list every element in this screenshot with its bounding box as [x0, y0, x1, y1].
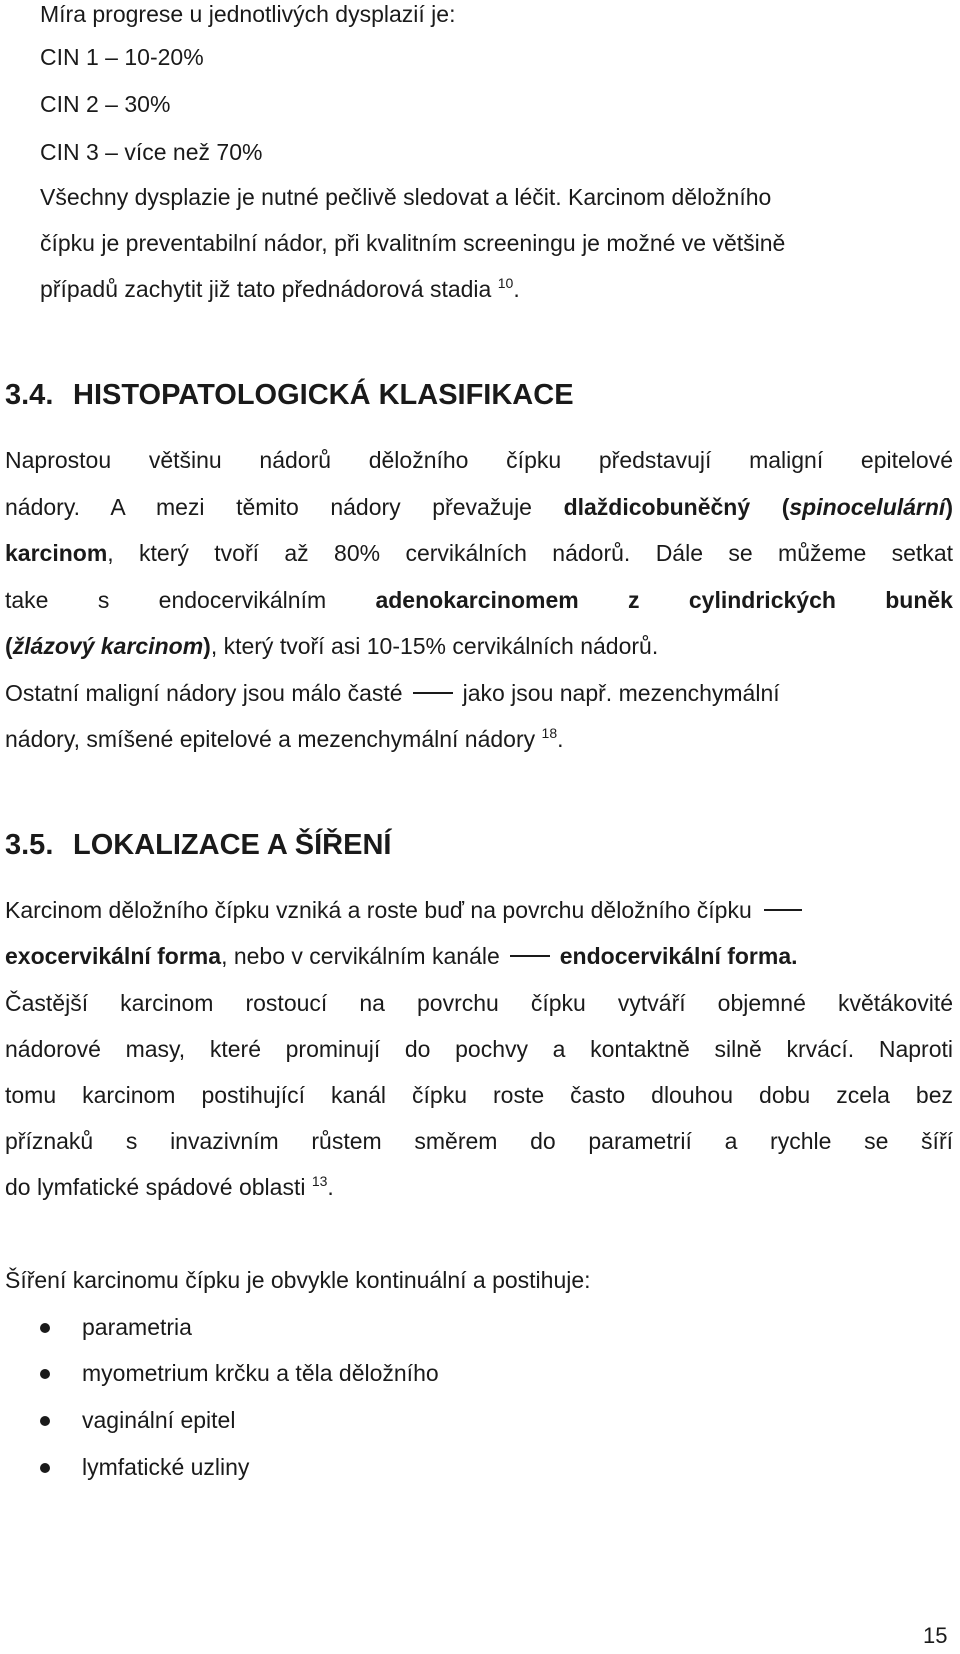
bullet-icon	[40, 1416, 50, 1426]
cin1-rate: CIN 1 – 10-20%	[40, 44, 204, 70]
reference-18: 18	[541, 725, 558, 741]
histopathology-line: nádory, smíšené epitelové a mezenchymální nádory $^{18}$.	[5, 725, 564, 752]
section-heading-localization	[5, 828, 391, 862]
histopathology-line: Ostatní maligní nádory jsou málo časté jako jsou např. mezenchymální	[5, 680, 780, 706]
list-item: vaginální epitel	[82, 1407, 236, 1433]
intro-paragraph-line: Všechny dysplazie je nutné pečlivě sledovat a léčit. Karcinom děložního	[40, 184, 772, 210]
histopathology-line: karcinom, který tvoří až 80% cervikálních nádorů. Dále se můžeme setkat	[5, 540, 953, 566]
page-number: 15	[923, 1623, 948, 1648]
cin3-rate: CIN 3 – více než 70%	[40, 139, 263, 165]
localization-line: Karcinom děložního čípku vzniká a roste buď na povrchu děložního čípku	[5, 896, 802, 924]
localization-line: exocervikální forma, nebo v cervikálním kanále endocervikální forma.	[5, 943, 798, 969]
cin2-rate: CIN 2 – 30%	[40, 91, 171, 117]
section-title: HISTOPATOLOGICKÁ KLASIFIKACE	[73, 379, 574, 411]
bullet-icon	[40, 1323, 50, 1333]
intro-paragraph-line: případů zachytit již tato přednádorová stadia $^{10}$.	[40, 275, 520, 302]
localization-line: příznaků s invazivním růstem směrem do parametrií a rychle se šíří	[5, 1128, 953, 1154]
progression-intro: Míra progrese u jednotlivých dysplazií je:	[40, 1, 456, 27]
section-title: LOKALIZACE A ŠÍŘENÍ	[73, 829, 392, 861]
list-item: myometrium krčku a těla děložního	[82, 1360, 439, 1386]
section-heading-histopathology	[5, 378, 574, 412]
en-dash	[413, 692, 453, 694]
intro-paragraph-line: čípku je preventabilní nádor, při kvalitním screeningu je možné ve většině	[40, 230, 786, 256]
list-item: lymfatické uzliny	[82, 1454, 250, 1480]
localization-line: nádorové masy, které prominují do pochvy a kontaktně silně krvácí. Naproti	[5, 1036, 953, 1062]
en-dash	[764, 909, 802, 911]
histopathology-line: nádory. A mezi těmito nádory převažuje dlaždicobuněčný (spinocelulární)	[5, 494, 953, 520]
spread-intro: Šíření karcinomu čípku je obvykle kontinuální a postihuje:	[5, 1267, 591, 1293]
section-number: 3.5.	[5, 829, 54, 861]
section-number: 3.4.	[5, 379, 54, 411]
localization-line: do lymfatické spádové oblasti $^{13}$.	[5, 1173, 334, 1200]
bullet-icon	[40, 1369, 50, 1379]
histopathology-line: Naprostou většinu nádorů děložního čípku představují maligní epitelové	[5, 447, 953, 473]
histopathology-line: take s endocervikálním adenokarcinomem z cylindrických buněk	[5, 587, 953, 613]
en-dash	[510, 955, 550, 957]
reference-13: 13	[311, 1173, 328, 1189]
localization-line: Častější karcinom rostoucí na povrchu čípku vytváří objemné květákovité	[5, 990, 953, 1016]
bullet-icon	[40, 1463, 50, 1473]
list-item: parametria	[82, 1314, 192, 1340]
localization-line: tomu karcinom postihující kanál čípku roste často dlouhou dobu zcela bez	[5, 1082, 953, 1108]
histopathology-line: (žlázový karcinom), který tvoří asi 10-15% cervikálních nádorů.	[5, 633, 659, 659]
reference-10: 10	[497, 275, 514, 291]
